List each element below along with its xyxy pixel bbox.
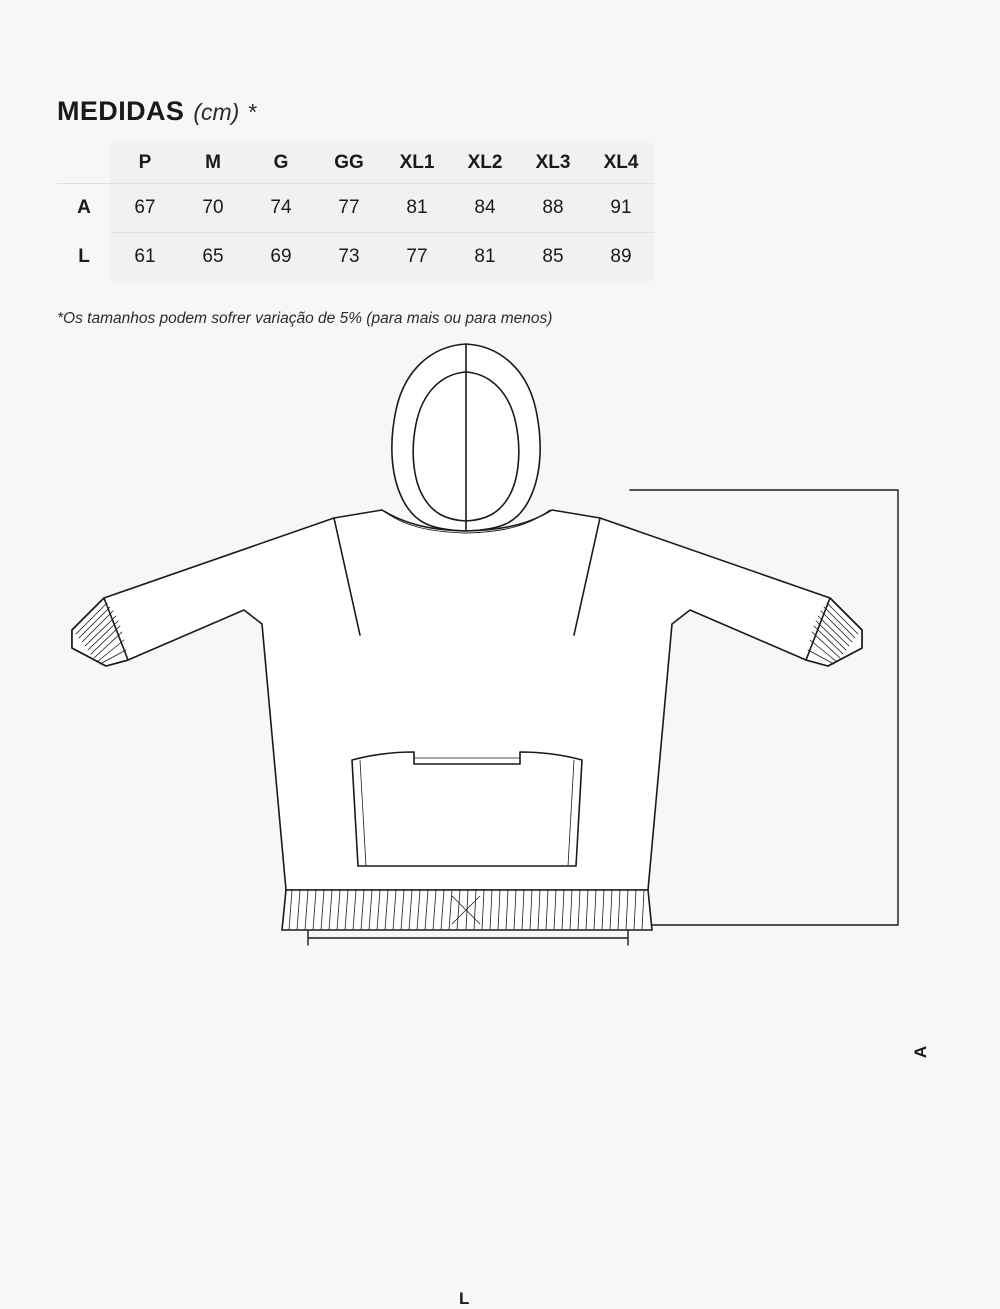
cell-l-g: 69: [247, 233, 315, 282]
title-text: MEDIDAS: [57, 96, 185, 126]
footnote-text: *Os tamanhos podem sofrer variação de 5% (para mais ou para menos): [57, 310, 553, 327]
cell-l-gg: 73: [315, 233, 383, 282]
dimension-label-a: A: [911, 1045, 931, 1059]
column-header-xl3: XL3: [519, 143, 587, 184]
cell-a-m: 70: [179, 184, 247, 233]
column-header-xl1: XL1: [383, 143, 451, 184]
cell-l-xl2: 81: [451, 233, 519, 282]
cell-a-xl1: 81: [383, 184, 451, 233]
column-header-p: P: [111, 143, 179, 184]
table-corner-cell: [57, 143, 111, 184]
cell-a-xl4: 91: [587, 184, 655, 233]
hoodie-diagram: [0, 330, 1000, 1308]
measures-table: [57, 143, 655, 281]
title-asterisk: *: [248, 99, 258, 125]
row-label-l: L: [57, 233, 111, 282]
cell-a-g: 74: [247, 184, 315, 233]
cell-l-xl4: 89: [587, 233, 655, 282]
column-header-xl2: XL2: [451, 143, 519, 184]
cell-l-p: 61: [111, 233, 179, 282]
table-row: [57, 233, 655, 282]
page-title: [57, 96, 257, 127]
title-unit: (cm): [193, 99, 240, 125]
table-header-row: [57, 143, 655, 184]
column-header-xl4: XL4: [587, 143, 655, 184]
cell-a-gg: 77: [315, 184, 383, 233]
cell-l-m: 65: [179, 233, 247, 282]
cell-l-xl1: 77: [383, 233, 451, 282]
column-header-gg: GG: [315, 143, 383, 184]
table-row: [57, 184, 655, 233]
column-header-g: G: [247, 143, 315, 184]
kangaroo-pocket: [352, 752, 582, 866]
measures-table-wrap: [57, 143, 655, 281]
column-header-m: M: [179, 143, 247, 184]
cell-a-p: 67: [111, 184, 179, 233]
cell-a-xl2: 84: [451, 184, 519, 233]
cell-a-xl3: 88: [519, 184, 587, 233]
dimension-label-l: L: [459, 1289, 470, 1308]
hoodie-illustration-svg: [0, 330, 1000, 1000]
cell-l-xl3: 85: [519, 233, 587, 282]
row-label-a: A: [57, 184, 111, 233]
